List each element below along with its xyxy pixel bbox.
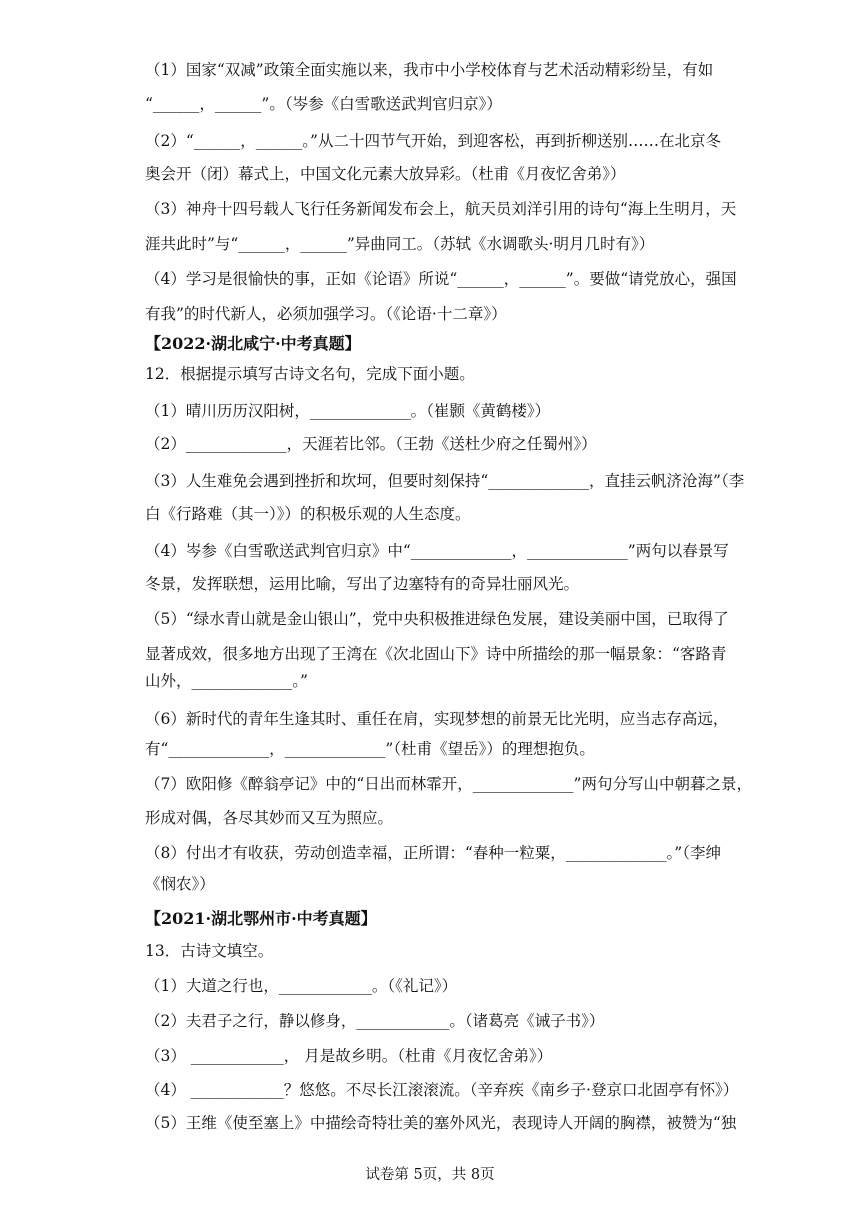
text-line: （4）学习是很愉快的事，正如《论语》所说“______，______”。要做“请党放心，强国 <box>145 270 737 288</box>
text-line: （3）神舟十四号载人飞行任务新闻发布会上，航天员刘洋引用的诗句“海上生明月，天 <box>145 200 737 218</box>
text-line: （5）“绿水青山就是金山银山”，党中央积极推进绿色发展，建设美丽中国，已取得了 <box>145 610 729 628</box>
text-line: 《悯农》） <box>145 875 215 893</box>
text-line: （1）大道之行也，____________。（《礼记》） <box>145 977 458 995</box>
text-line: （1）国家“双减”政策全面实施以来，我市中小学校体育与艺术活动精彩纷呈，有如 <box>145 61 714 79</box>
section-heading: 【2021·湖北鄂州市·中考真题】 <box>145 909 377 928</box>
text-line: 山外，_____________。” <box>145 672 308 690</box>
text-line: （4） ____________？悠悠。不尽长江滚滚流。（辛弃疾《南乡子·登京口北固亭有怀》） <box>145 1081 739 1099</box>
text-line: 有“_____________，_____________”（杜甫《望岳》）的理想抱负。 <box>145 740 595 758</box>
text-line: （8）付出才有收获，劳动创造幸福，正所谓：“春种一粒粟，_____________。”（李绅 <box>145 844 721 862</box>
text-line: （2）“______，______。”从二十四节气开始，到迎客松，再到折柳送别……在北京冬 <box>145 132 721 150</box>
text-line: 显著成效，很多地方出现了王湾在《次北固山下》诗中所描绘的那一幅景象：“客路青 <box>145 645 727 663</box>
text-line: 有我”的时代新人，必须加强学习。（《论语·十二章》） <box>145 305 507 323</box>
text-line: 13．古诗文填空。 <box>145 942 274 960</box>
text-line: （2）_____________，天涯若比邻。（王勃《送杜少府之任蜀州》） <box>145 435 597 453</box>
text-line: 涯共此时”与“______，______”异曲同工。（苏轼《水调歌头·明月几时有》） <box>145 235 655 253</box>
text-line: （6）新时代的青年生逢其时、重任在肩，实现梦想的前景无比光明，应当志存高远， <box>145 710 729 728</box>
text-line: 12．根据提示填写古诗文名句，完成下面小题。 <box>145 365 475 383</box>
text-line: 奥会开（闭）幕式上，中国文化元素大放异彩。（杜甫《月夜忆舍弟》） <box>145 165 626 183</box>
text-line: （4）岑参《白雪歌送武判官归京》中“_____________，_____________”两句以春景写 <box>145 542 729 560</box>
text-line: 白《行路难（其一）》）的积极乐观的人生态度。 <box>145 505 471 523</box>
text-line: （3）人生难免会遇到挫折和坎坷，但要时刻保持“_____________，直挂云帆济沧海”（李 <box>145 472 745 490</box>
page-footer: 试卷第 5页，共 8页 <box>365 1167 495 1183</box>
text-line: “______，______”。（岑参《白雪歌送武判官归京》） <box>145 95 502 113</box>
text-line: （7）欧阳修《醉翁亭记》中的“日出而林霏开，_____________”两句分写山中朝暮之景， <box>145 775 752 793</box>
text-line: （5）王维《使至塞上》中描绘奇特壮美的塞外风光，表现诗人开阔的胸襟，被赞为“独 <box>145 1114 737 1132</box>
section-heading: 【2022·湖北咸宁·中考真题】 <box>145 334 361 353</box>
text-line: （3） ____________， 月是故乡明。（杜甫《月夜忆舍弟》） <box>145 1047 553 1065</box>
text-line: 冬景，发挥联想，运用比喻，写出了边塞特有的奇异壮丽风光。 <box>145 575 580 593</box>
text-line: （2）夫君子之行，静以修身，____________。（诸葛亮《诫子书》） <box>145 1012 605 1030</box>
text-line: （1）晴川历历汉阳树，_____________。（崔颢《黄鹤楼》） <box>145 402 551 420</box>
text-line: 形成对偶，各尽其妙而又互为照应。 <box>145 809 394 827</box>
